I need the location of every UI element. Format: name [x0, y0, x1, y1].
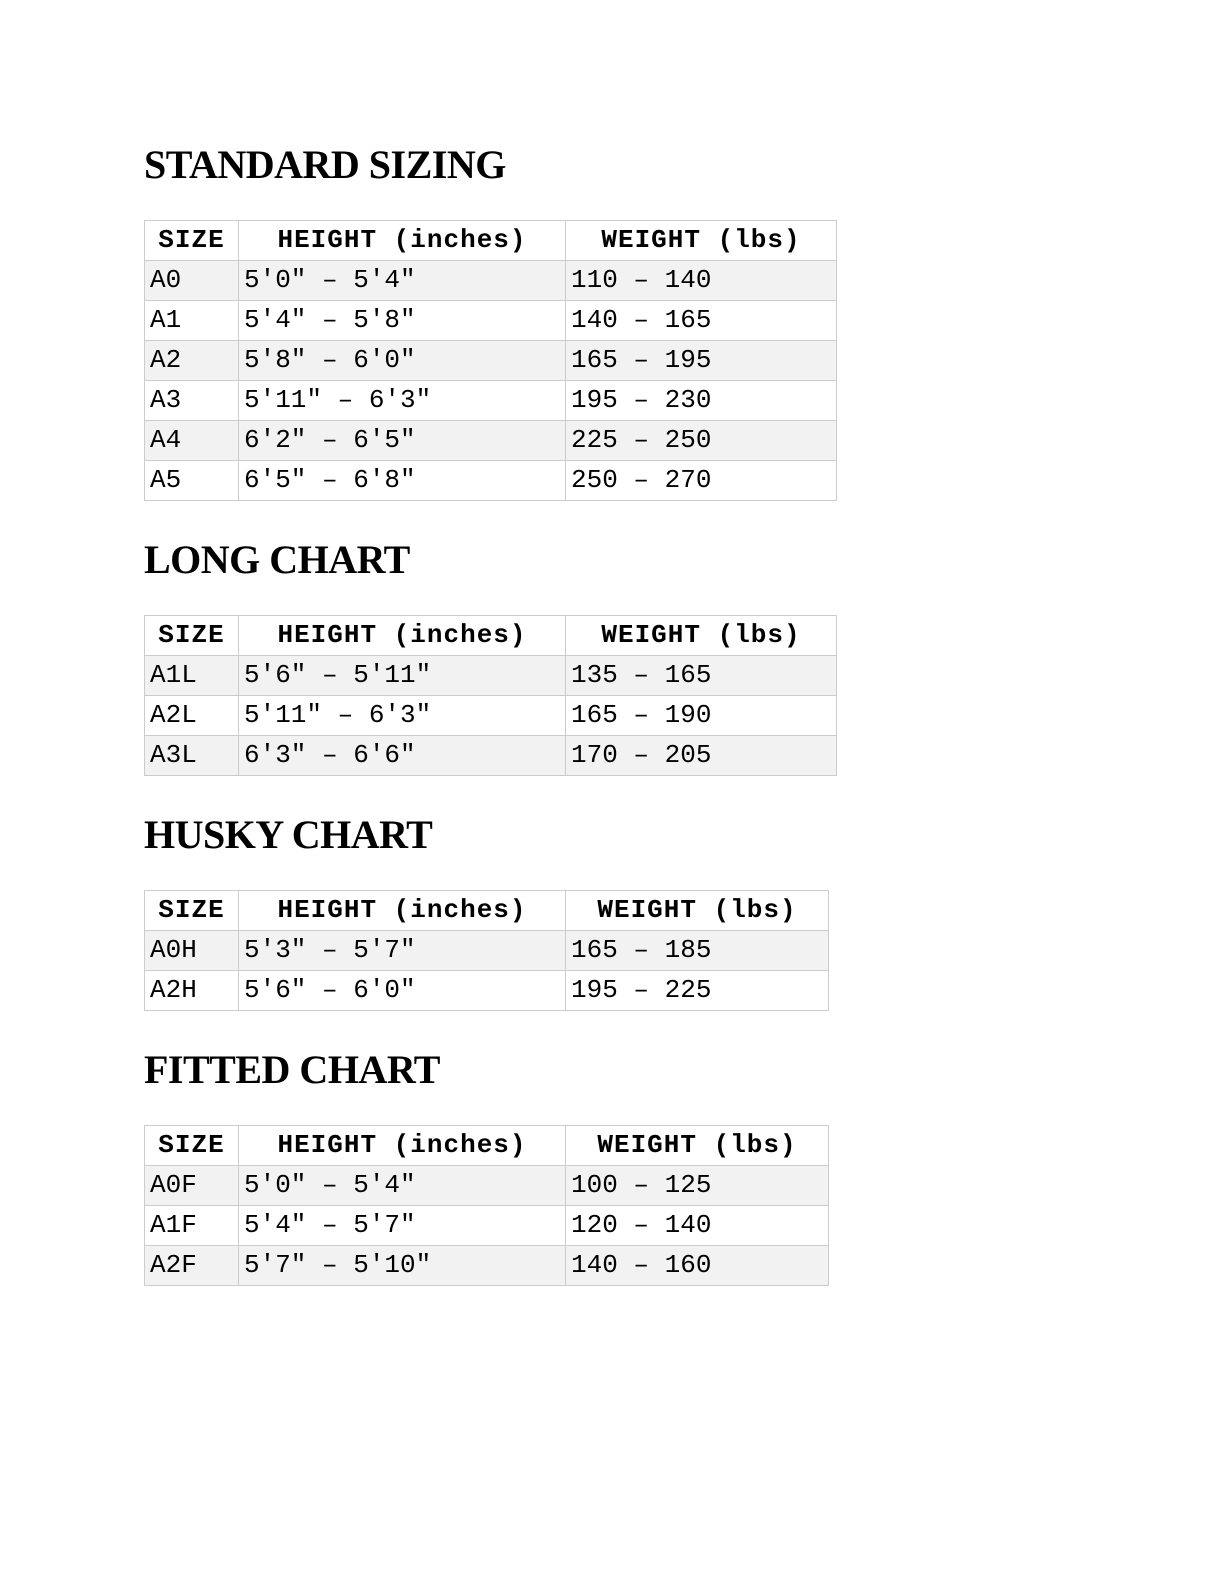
- column-header-weight: WEIGHT (lbs): [566, 221, 837, 261]
- section-title-husky-chart: HUSKY CHART: [144, 812, 433, 857]
- header-row: [145, 616, 837, 656]
- table-row: [145, 301, 837, 341]
- section-title-fitted-chart: FITTED CHART: [144, 1047, 440, 1092]
- cell-weight: 110 – 140: [566, 261, 837, 301]
- column-header-height: HEIGHT (inches): [239, 616, 566, 656]
- cell-size: A2: [145, 341, 239, 381]
- cell-size: A3: [145, 381, 239, 421]
- column-header-size: SIZE: [145, 616, 239, 656]
- cell-weight: 165 – 195: [566, 341, 837, 381]
- header-row: [145, 891, 829, 931]
- cell-height: 5'6" – 5'11": [239, 656, 566, 696]
- cell-size: A2L: [145, 696, 239, 736]
- cell-size: A4: [145, 421, 239, 461]
- cell-height: 5'6" – 6'0": [239, 971, 566, 1011]
- long-chart-table: [144, 615, 837, 776]
- cell-weight: 140 – 160: [566, 1246, 829, 1286]
- cell-height: 5'4" – 5'8": [239, 301, 566, 341]
- table-row: [145, 696, 837, 736]
- table-row: [145, 421, 837, 461]
- cell-weight: 225 – 250: [566, 421, 837, 461]
- cell-weight: 120 – 140: [566, 1206, 829, 1246]
- header-row: [145, 1126, 829, 1166]
- column-header-height: HEIGHT (inches): [239, 1126, 566, 1166]
- cell-size: A1F: [145, 1206, 239, 1246]
- cell-height: 6'2" – 6'5": [239, 421, 566, 461]
- table-row: [145, 461, 837, 501]
- column-header-weight: WEIGHT (lbs): [566, 1126, 829, 1166]
- column-header-height: HEIGHT (inches): [239, 891, 566, 931]
- table-row: [145, 736, 837, 776]
- section-title-long-chart: LONG CHART: [144, 537, 410, 582]
- section-title-standard-sizing: STANDARD SIZING: [144, 142, 506, 187]
- column-header-weight: WEIGHT (lbs): [566, 616, 837, 656]
- cell-height: 5'8" – 6'0": [239, 341, 566, 381]
- cell-height: 5'0" – 5'4": [239, 1166, 566, 1206]
- cell-weight: 195 – 230: [566, 381, 837, 421]
- cell-weight: 100 – 125: [566, 1166, 829, 1206]
- column-header-size: SIZE: [145, 221, 239, 261]
- section-fitted-chart: [144, 1047, 1224, 1286]
- cell-weight: 140 – 165: [566, 301, 837, 341]
- cell-size: A2H: [145, 971, 239, 1011]
- cell-size: A2F: [145, 1246, 239, 1286]
- husky-chart-table: [144, 890, 829, 1011]
- fitted-chart-table: [144, 1125, 829, 1286]
- cell-size: A0: [145, 261, 239, 301]
- table-row: [145, 341, 837, 381]
- standard-sizing-table: [144, 220, 837, 501]
- table-row: [145, 971, 829, 1011]
- header-row: [145, 221, 837, 261]
- column-header-weight: WEIGHT (lbs): [566, 891, 829, 931]
- cell-size: A1: [145, 301, 239, 341]
- cell-size: A0F: [145, 1166, 239, 1206]
- cell-height: 5'7" – 5'10": [239, 1246, 566, 1286]
- table-row: [145, 931, 829, 971]
- table-row: [145, 381, 837, 421]
- table-row: [145, 1246, 829, 1286]
- cell-height: 5'11" – 6'3": [239, 696, 566, 736]
- cell-height: 6'5" – 6'8": [239, 461, 566, 501]
- cell-height: 5'0" – 5'4": [239, 261, 566, 301]
- section-standard-sizing: [144, 142, 1224, 501]
- column-header-size: SIZE: [145, 1126, 239, 1166]
- table-row: [145, 1166, 829, 1206]
- cell-weight: 195 – 225: [566, 971, 829, 1011]
- table-row: [145, 1206, 829, 1246]
- cell-weight: 165 – 185: [566, 931, 829, 971]
- cell-height: 5'4" – 5'7": [239, 1206, 566, 1246]
- table-row: [145, 656, 837, 696]
- column-header-height: HEIGHT (inches): [239, 221, 566, 261]
- cell-weight: 250 – 270: [566, 461, 837, 501]
- cell-size: A3L: [145, 736, 239, 776]
- section-husky-chart: [144, 812, 1224, 1011]
- table-row: [145, 261, 837, 301]
- cell-size: A1L: [145, 656, 239, 696]
- cell-height: 5'3" – 5'7": [239, 931, 566, 971]
- cell-size: A5: [145, 461, 239, 501]
- column-header-size: SIZE: [145, 891, 239, 931]
- cell-weight: 170 – 205: [566, 736, 837, 776]
- cell-height: 5'11" – 6'3": [239, 381, 566, 421]
- cell-weight: 165 – 190: [566, 696, 837, 736]
- cell-height: 6'3" – 6'6": [239, 736, 566, 776]
- cell-weight: 135 – 165: [566, 656, 837, 696]
- cell-size: A0H: [145, 931, 239, 971]
- section-long-chart: [144, 537, 1224, 776]
